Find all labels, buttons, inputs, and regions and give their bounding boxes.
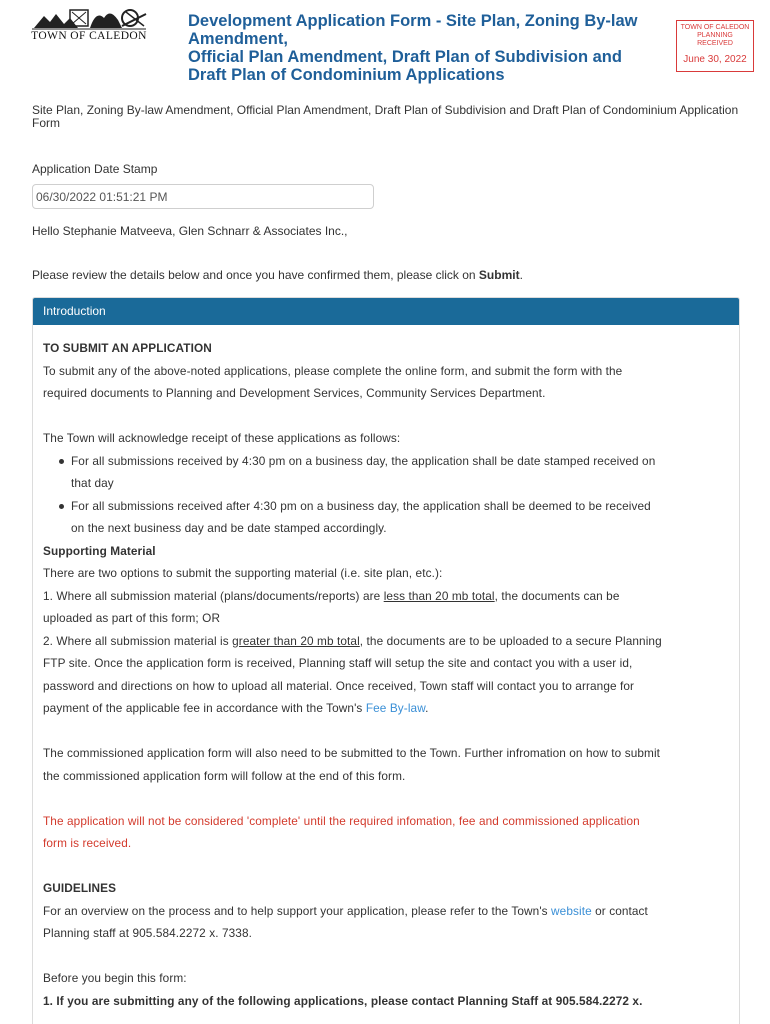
text-span: or contact [591, 903, 648, 918]
title-line: Official Plan Amendment, Draft Plan of Subdivision and [188, 48, 622, 66]
stamp-line: RECEIVED [697, 40, 733, 47]
title-line: Development Application Form - Site Plan, Zoning By-law [188, 12, 638, 30]
paragraph-line: There are two options to submit the supporting material (i.e. site plan, etc.): [43, 566, 443, 580]
text-span: , the documents are to be uploaded to a secure Planning [359, 633, 662, 648]
logo-text: TOWN OF CALEDON [31, 30, 147, 42]
submit-keyword: Submit [478, 268, 520, 282]
paragraph-line: To submit any of the above-noted applications, please complete the online form, and submit the form with the [43, 363, 623, 378]
list-item [59, 450, 729, 495]
underlined-text: less than 20 mb total [383, 588, 495, 603]
paragraph-line: The Town will acknowledge receipt of these applications as follows: [43, 431, 401, 445]
acknowledgement-list [43, 450, 729, 540]
form-subtitle: Site Plan, Zoning By-law Amendment, Official Plan Amendment, Draft Plan of Subdivision and Draft Plan of Condominium Application Form [32, 103, 739, 130]
text-span: , the documents can be [494, 588, 620, 603]
received-stamp [676, 20, 754, 72]
section-heading: Supporting Material [43, 543, 156, 558]
panel-header: Introduction [33, 298, 739, 325]
text-span: 2. Where all submission material is [43, 633, 233, 648]
text-span: 1. Where all submission material (plans/documents/reports) are [43, 588, 384, 603]
list-item-text: For all submissions received by 4:30 pm on a business day, the application shall be date stamped received on [71, 453, 656, 468]
list-item-text: that day [71, 476, 114, 490]
review-text: Please review the details below and once you have confirmed them, please click on [32, 268, 479, 282]
page-header [0, 0, 770, 95]
paragraph-line [43, 697, 729, 720]
paragraph-line: the commissioned application form will follow at the end of this form. [43, 768, 406, 783]
list-item [59, 495, 729, 540]
town-logo [30, 6, 148, 46]
town-crest-icon [30, 6, 148, 30]
stamp-line: PLANNING [697, 32, 733, 39]
paragraph-line [43, 630, 729, 653]
section-heading: TO SUBMIT AN APPLICATION [43, 341, 212, 355]
underlined-text: greater than 20 mb total [232, 633, 360, 648]
step-line: 1. If you are submitting any of the following applications, please contact Planning Staff at 905.584.2272 x. [43, 993, 643, 1008]
page-title [188, 12, 678, 84]
paragraph-line [43, 585, 729, 608]
text-span: . [425, 701, 429, 715]
list-item-text: on the next business day and be date stamped accordingly. [71, 521, 387, 535]
date-stamp-input[interactable] [32, 184, 374, 209]
title-line: Amendment, [188, 30, 288, 48]
section-heading: GUIDELINES [43, 881, 117, 895]
review-suffix: . [519, 268, 523, 282]
panel-body [33, 325, 739, 1012]
paragraph-line: required documents to Planning and Development Services, Community Services Department. [43, 386, 546, 400]
website-link[interactable]: website [551, 903, 592, 918]
stamp-date: June 30, 2022 [683, 54, 747, 65]
paragraph-line: uploaded as part of this form; OR [43, 611, 221, 625]
paragraph-line: FTP site. Once the application form is received, Planning staff will setup the site and contact you with a user id, [43, 656, 633, 670]
warning-line: The application will not be considered 'complete' until the required infomation, fee and commissioned application [43, 813, 640, 828]
paragraph-line: password and directions on how to upload all material. Once received, Town staff will contact you to arrange for [43, 678, 635, 693]
text-span: For an overview on the process and to help support your application, please refer to the Town's [43, 903, 552, 918]
date-stamp-label: Application Date Stamp [32, 162, 158, 176]
paragraph-line: The commissioned application form will also need to be submitted to the Town. Further infromation on how to submit [43, 746, 661, 760]
greeting-text: Hello Stephanie Matveeva, Glen Schnarr & Associates Inc., [32, 224, 348, 238]
text-span: payment of the applicable fee in accordance with the Town's [43, 701, 366, 715]
paragraph-line: Before you begin this form: [43, 971, 187, 985]
warning-line: form is received. [43, 836, 132, 850]
title-line: Draft Plan of Condominium Applications [188, 66, 505, 84]
list-item-text: For all submissions received after 4:30 pm on a business day, the application shall be deemed to be received [71, 498, 651, 513]
paragraph-line [43, 900, 729, 923]
introduction-panel [32, 297, 740, 1024]
fee-bylaw-link[interactable]: Fee By-law [365, 701, 426, 715]
stamp-line: TOWN OF CALEDON [680, 24, 750, 31]
review-instruction [32, 268, 523, 282]
paragraph-line: Planning staff at 905.584.2272 x. 7338. [43, 926, 252, 940]
